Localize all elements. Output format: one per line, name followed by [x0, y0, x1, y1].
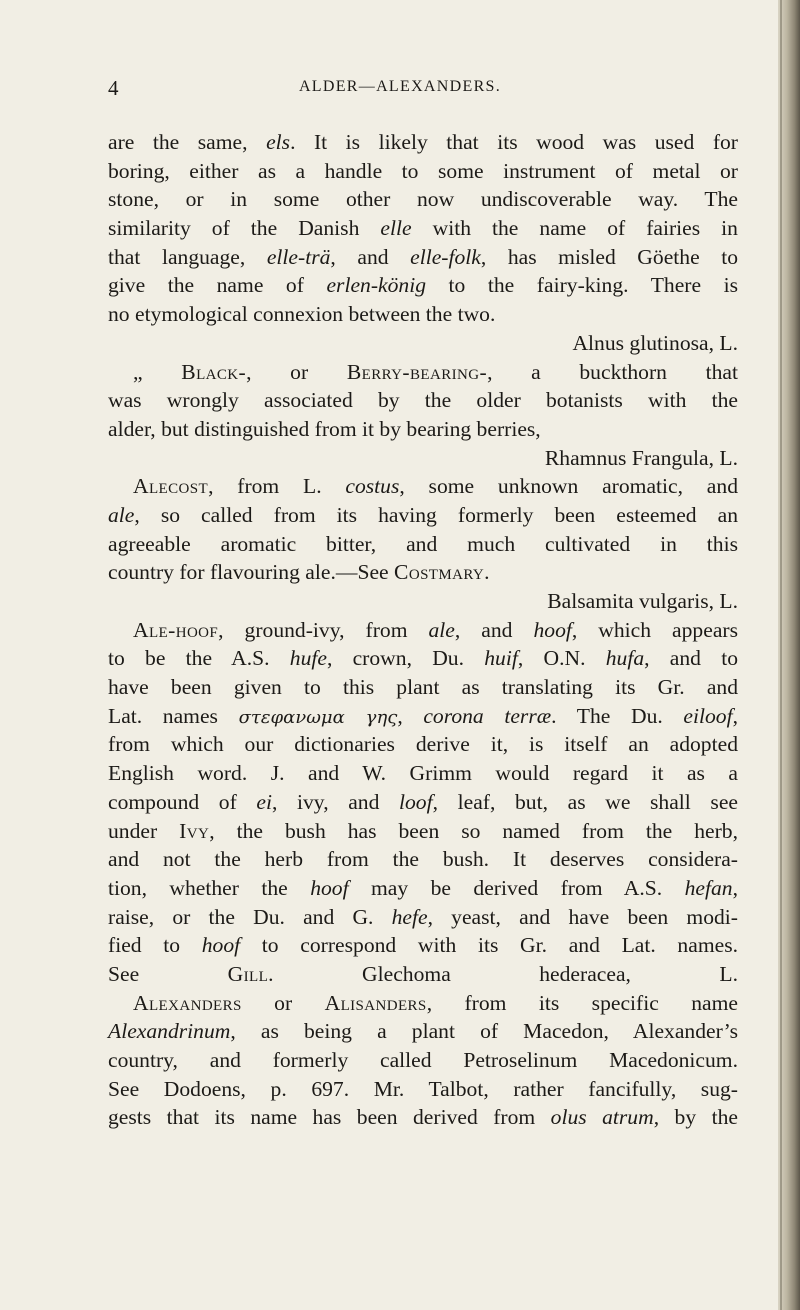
text-segment: , which appears	[571, 617, 738, 642]
text-segment: alder, but distinguished from it by bearing berries,	[108, 416, 541, 441]
italic-text: hoof	[310, 875, 349, 900]
text-line	[108, 271, 738, 300]
text-line	[108, 501, 738, 530]
text-line	[108, 817, 738, 846]
text-line	[108, 931, 738, 960]
text-segment: , and	[330, 244, 411, 269]
italic-text: olus atrum	[550, 1105, 654, 1130]
text-segment: , or	[246, 359, 347, 384]
italic-text: hefan	[684, 875, 733, 900]
text-segment: no etymological connexion between the two.	[108, 302, 496, 327]
text-segment: , ground-ivy, from	[218, 617, 429, 642]
text-line	[108, 587, 738, 616]
text-line	[108, 214, 738, 243]
text-line	[108, 128, 738, 157]
text-segment: See Dodoens, p. 697. Mr. Talbot, rather fancifully, sug-	[108, 1076, 738, 1101]
text-segment: to the fairy-king. There is	[426, 273, 738, 298]
text-segment: from which our dictionaries derive it, is itself an adopted	[108, 732, 738, 757]
text-segment: with the name of fairies in	[411, 216, 738, 241]
text-segment: stone, or in some other now undiscoverable way. The	[108, 187, 738, 212]
small-caps-text: Berry-bearing-	[346, 359, 488, 384]
text-segment: to correspond with its Gr. and Lat. names.	[240, 933, 738, 958]
italic-text: loof	[399, 789, 433, 814]
small-caps-text: Ale-hoof	[133, 617, 219, 642]
body-text	[108, 128, 738, 1132]
text-segment: English word. J. and W. Grimm would regard it as a	[108, 761, 738, 786]
text-segment: , and to	[644, 646, 738, 671]
text-segment: similarity of the Danish	[108, 216, 381, 241]
text-line	[108, 845, 738, 874]
text-segment: may be derived from A.S.	[348, 875, 685, 900]
text-line	[108, 329, 738, 358]
text-line	[108, 1017, 738, 1046]
text-segment: , leaf, but, as we shall see	[432, 789, 738, 814]
text-segment: , by the	[653, 1105, 738, 1130]
text-segment: . The Du.	[551, 703, 684, 728]
text-line	[108, 989, 738, 1018]
text-segment: , from L.	[208, 474, 346, 499]
text-line	[108, 444, 738, 473]
text-segment: . Glechoma hederacea, L.	[268, 961, 739, 986]
page-header	[0, 76, 800, 106]
text-segment: , crown, Du.	[326, 646, 485, 671]
text-line	[108, 960, 738, 989]
italic-text: erlen-könig	[326, 273, 427, 298]
text-line	[108, 616, 738, 645]
text-segment: compound of	[108, 789, 257, 814]
text-segment: , from its specific name	[426, 990, 738, 1015]
text-segment: ,	[397, 703, 424, 728]
italic-text: ale	[428, 617, 455, 642]
text-segment: . It is likely that its wood was used for	[290, 130, 738, 154]
text-line	[108, 358, 738, 387]
text-segment: are the same,	[108, 130, 267, 154]
text-segment: or	[241, 990, 325, 1015]
italic-text: elle-trä	[266, 244, 331, 269]
italic-text: huif	[484, 646, 518, 671]
text-segment: „	[133, 359, 182, 384]
text-line	[108, 386, 738, 415]
text-line	[108, 415, 738, 444]
text-segment: to be the A.S.	[108, 646, 290, 671]
text-line	[108, 300, 738, 329]
text-segment: See	[108, 961, 228, 986]
text-segment: and not the herb from the bush. It deserves considera-	[108, 847, 738, 872]
italic-text: corona terræ	[423, 703, 552, 728]
text-line	[108, 788, 738, 817]
text-segment: , ivy, and	[271, 789, 400, 814]
text-segment: Rhamnus Frangula, L.	[544, 445, 738, 470]
text-segment: , yeast, and have been modi-	[427, 904, 738, 929]
text-line	[108, 1075, 738, 1104]
text-line	[108, 558, 738, 587]
text-segment: have been given to this plant as translating its Gr. and	[108, 675, 738, 700]
text-line	[108, 185, 738, 214]
text-line	[108, 730, 738, 759]
text-segment: , a buckthorn that	[487, 359, 738, 384]
text-segment: , so called from its having formerly been esteemed an	[134, 502, 738, 527]
small-caps-text: Alisanders	[324, 990, 427, 1015]
running-head: ALDER—ALEXANDERS.	[298, 78, 502, 95]
text-line	[108, 874, 738, 903]
italic-text: hoof	[533, 617, 572, 642]
small-caps-text: Gill	[227, 961, 269, 986]
text-segment: country for flavouring ale.—See	[108, 560, 395, 585]
text-line	[108, 1103, 738, 1132]
text-segment: tion, whether the	[108, 875, 311, 900]
text-line	[108, 1046, 738, 1075]
text-line	[108, 157, 738, 186]
text-line	[108, 759, 738, 788]
small-caps-text: Alecost	[133, 474, 209, 499]
page-edge-line	[780, 0, 782, 1310]
text-line	[108, 903, 738, 932]
text-segment: raise, or the Du. and G.	[108, 904, 392, 929]
text-segment: , O.N.	[517, 646, 606, 671]
italic-text: ale	[108, 502, 135, 527]
text-segment: Balsamita vulgaris, L.	[547, 589, 738, 613]
text-line	[108, 472, 738, 501]
text-segment: was wrongly associated by the older botanists with the	[108, 388, 738, 413]
italic-text: costus	[345, 474, 400, 499]
small-caps-text: Alexanders	[133, 990, 242, 1015]
italic-text: hoof	[201, 933, 241, 958]
text-segment: agreeable aromatic bitter, and much cultivated in this	[108, 531, 738, 556]
text-line	[108, 673, 738, 702]
text-segment: ,	[732, 703, 738, 728]
text-segment: .	[484, 560, 490, 585]
text-segment: boring, either as a handle to some instrument of metal or	[108, 158, 738, 183]
italic-text: elle	[380, 216, 412, 241]
text-segment: , as being a plant of Macedon, Alexander’s	[230, 1019, 738, 1044]
small-caps-text: Costmary	[394, 560, 485, 585]
text-segment: Alnus glutinosa, L.	[572, 330, 738, 355]
text-line	[108, 530, 738, 559]
italic-text: Alexandrinum	[108, 1019, 231, 1044]
italic-text: hefe	[391, 904, 428, 929]
text-segment: , has misled Göethe to	[480, 244, 739, 269]
text-segment: gests that its name has been derived from	[108, 1105, 551, 1130]
text-segment: under	[108, 818, 180, 843]
text-segment: , and	[454, 617, 534, 642]
italic-text: eiloof	[683, 703, 733, 728]
italic-text: hufe	[289, 646, 327, 671]
text-segment: , the bush has been so named from the herb,	[209, 818, 738, 843]
page-number: 4	[108, 76, 119, 100]
italic-text: ei	[256, 789, 272, 814]
text-segment: that language,	[108, 244, 267, 269]
text-segment: fied to	[108, 933, 202, 958]
italic-text: elle-folk	[410, 244, 481, 269]
text-segment: ,	[732, 875, 738, 900]
text-segment: Lat. names	[108, 703, 239, 728]
text-segment: country, and formerly called Petroselinum Macedonicum.	[108, 1048, 738, 1072]
italic-text: hufa	[605, 646, 645, 671]
text-line	[108, 702, 738, 731]
small-caps-text: Ivy	[179, 818, 210, 843]
text-line	[108, 644, 738, 673]
text-segment: give the name of	[108, 273, 327, 298]
text-segment: , some unknown aromatic, and	[399, 474, 738, 499]
small-caps-text: Black-	[181, 359, 247, 384]
greek-text: στεφανωμα γης	[238, 706, 398, 728]
text-line	[108, 243, 738, 272]
italic-text: els	[266, 130, 291, 154]
